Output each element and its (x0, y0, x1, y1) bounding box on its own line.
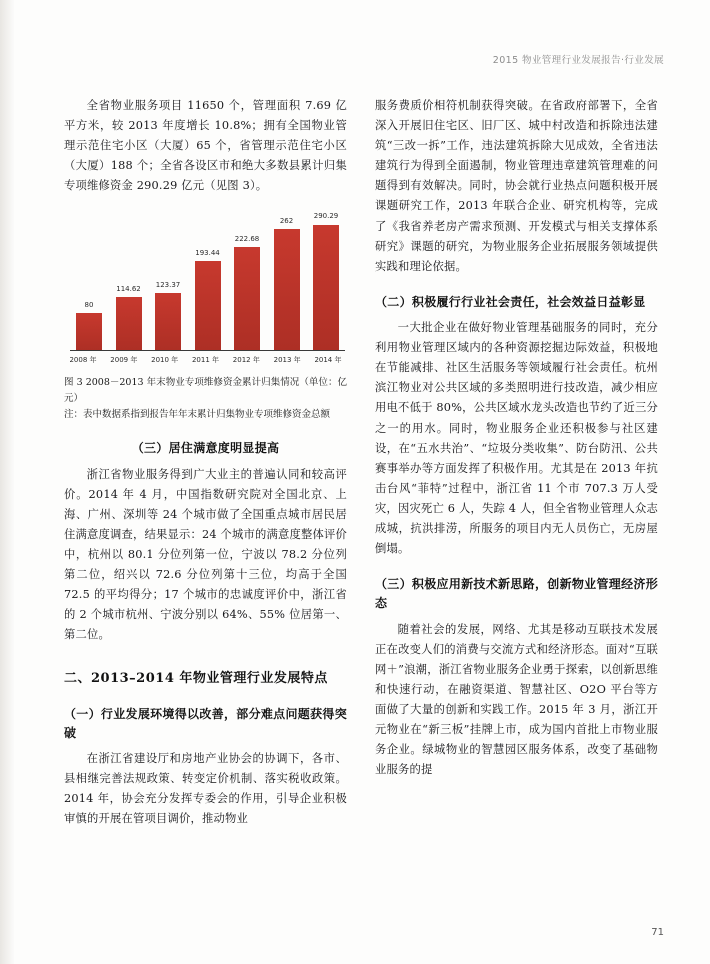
bar-column (311, 210, 341, 350)
paragraph-right-1: 服务费质价相符机制获得突破。在省政府部署下，全省深入开展旧住宅区、旧厂区、城中村改造和拆除违法建筑“三改一拆”工作，违法建筑拆除大见成效，全省违法建筑行为得到全面遏制，物业管理违章建筑管理难的问题得到有效解决。同时，协会就行业热点问题积极开展课题研究工作，2013 年联合企业、研究机构等，完成了《我省养老房产需求预测、开发模式与相关支撑体系研究》课题的研究，为物业服务企业拓展服务领域提供实践和理论依据。 (375, 99, 658, 273)
bar-value-label: 123.37 (155, 281, 181, 290)
paragraph-left-1: 全省物业服务项目 11650 个，管理面积 7.69 亿平方米，较 2013 年度增长 10.8%；拥有全国物业管理示范住宅小区（大厦）65 个，省管理示范住宅小区（大厦）188 个；全省各设区市和绝大多数县累计归集专项维修资金 290.29 亿元（见图 3）。 (64, 99, 347, 193)
x-axis-tick-label: 2009 年 (110, 356, 138, 365)
two-column-body (64, 96, 664, 904)
paragraph-right-3: 随着社会的发展，网络、尤其是移动互联技术发展正在改变人们的消费与交流方式和经济形态。面对“互联网＋”浪潮，浙江省物业服务企业勇于探索，以创新思维和快速行动，在融资渠道、智慧社区、O2O 平台等方面做了大量的创新和实践工作。2015 年 3 月，浙江开元物业在“新三板”挂牌上市，成为国内首批上市物业服务企业。绿城物业的智慧园区服务体系，改变了基础物业服务的提 (375, 622, 658, 777)
figure-note: 注：表中数据系指到报告年年末累计归集物业专项维修资金总额 (64, 409, 331, 421)
bar-column (193, 210, 223, 350)
bar (116, 297, 142, 350)
page-header: 2015 物业管理行业发展报告·行业发展 (492, 55, 664, 66)
paragraph-left-3: 在浙江省建设厅和房地产业协会的协调下，各市、县相继完善法规政策、转变定价机制、落实税收政策。2014 年，协会充分发挥专委会的作用，引导企业积极审慎的开展在管项目调价，推动物业 (64, 751, 347, 826)
bar-value-label: 80 (84, 301, 94, 310)
bar (76, 313, 102, 350)
heading-new-technology: （三）积极应用新技术新思路，创新物业管理经济形态 (375, 577, 658, 611)
bar (195, 261, 221, 350)
bar-column (114, 210, 144, 350)
paragraph-right-2: 一大批企业在做好物业管理基础服务的同时，充分利用物业管理区域内的各种资源挖掘边际效益，积极地在节能减排、社区生活服务等领域履行社会责任。杭州滨江物业对公共区域的多类照明进行技改造，减少相应用电不低于 80%，公共区域水龙头改造也节约了近三分之一的用水。同时，物业服务企业还积极参与社区建设，在“五水共治”、“垃圾分类收集”、防台防汛、公共赛事举办等方面发挥了积极作用。尤其是在 2013 年抗击台风“菲特”过程中，浙江省 11 个市 707.3 万人受灾，因灾死亡 6 人，失踪 4 人，但全省物业管理人众志成城，抗洪排涝，所服务的项目内无人员伤亡，无房屋倒塌。 (375, 321, 658, 556)
x-axis-tick-label: 2010 年 (151, 356, 179, 365)
heading-section-two: 二、2013–2014 年物业管理行业发展特点 (64, 671, 328, 687)
bar (155, 293, 181, 350)
paragraph-left-2: 浙江省物业服务得到广大业主的普遍认同和较高评价。2014 年 4 月，中国指数研究院对全国北京、上海、广州、深圳等 24 个城市做了全国重点城市居民居住满意度调查，结果显示：24 个城市的满意度整体评价中，杭州以 80.1 分位列第一位，宁波以 78.2 分位列第二位，绍兴以 72.6 分位列第十三位，均高于全国 72.5 的平均得分；17 个城市的忠诚度评价中，浙江省的 2 个城市杭州、宁波分别以 64%、55% 位居第一、第二位。 (64, 467, 347, 642)
heading-living-satisfaction: （三）居住满意度明显提高 (131, 441, 280, 456)
bar-value-label: 262 (279, 217, 294, 226)
figure-3-chart (64, 210, 347, 423)
bar-value-label: 290.29 (313, 212, 339, 221)
bar (313, 225, 339, 351)
page-number: 71 (651, 927, 664, 938)
bar-value-label: 222.68 (234, 235, 260, 244)
x-axis-tick-label: 2013 年 (273, 356, 301, 365)
bar (234, 247, 260, 350)
page-left-edge-shadow (0, 0, 14, 964)
bar-chart-bars (70, 210, 345, 350)
bar-column (272, 210, 302, 350)
bar-chart-x-axis (64, 351, 347, 366)
x-axis-tick-label: 2012 年 (232, 356, 260, 365)
heading-social-responsibility: （二）积极履行行业社会责任，社会效益日益彰显 (375, 294, 646, 309)
bar-column (74, 210, 104, 350)
x-axis-tick-label: 2014 年 (314, 356, 342, 365)
x-axis-tick-label: 2008 年 (69, 356, 97, 365)
bar-chart (70, 210, 345, 351)
heading-development-environment: （一）行业发展环境得以改善，部分难点问题获得突破 (64, 706, 347, 740)
bar-value-label: 193.44 (195, 249, 220, 258)
bar-column (153, 210, 183, 350)
left-column (64, 96, 347, 904)
right-column (375, 96, 658, 904)
bar-value-label: 114.62 (116, 285, 141, 294)
bar-column (232, 210, 262, 350)
figure-caption: 图 3 2008－2013 年末物业专项维修资金累计归集情况（单位：亿元） (64, 376, 347, 405)
bar (274, 229, 300, 350)
x-axis-tick-label: 2011 年 (191, 356, 219, 365)
